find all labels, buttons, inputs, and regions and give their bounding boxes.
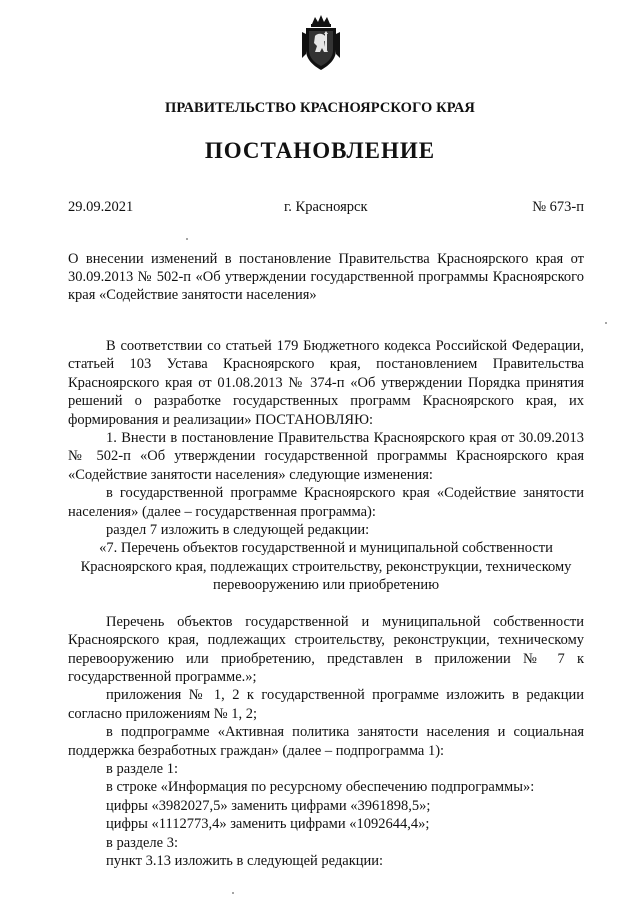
scan-speck (186, 238, 188, 240)
government-title: ПРАВИТЕЛЬСТВО КРАСНОЯРСКОГО КРАЯ (164, 100, 475, 116)
document-meta-row (68, 199, 584, 219)
section-heading: «7. Перечень объектов государственной и муниципальной собственности Красноярского края, подлежащих строительству, реконструкции, техническому перевооружению или приобретению (80, 540, 572, 594)
body-paragraph: приложения № 1, 2 к государственной программе изложить в редакции согласно приложениям № 1, 2; (68, 687, 584, 722)
body-paragraph: в строке «Информация по ресурсному обеспечению подпрограммы»: (106, 779, 535, 796)
document-city: г. Красноярск (284, 199, 368, 215)
body-paragraph: в государственной программе Красноярского края «Содействие занятости населения» (далее – государственная программа): (68, 485, 584, 520)
scan-speck (232, 892, 234, 894)
document-type-heading: ПОСТАНОВЛЕНИЕ (204, 138, 436, 163)
body-paragraph: раздел 7 изложить в следующей редакции: (106, 522, 370, 539)
coat-of-arms-emblem (298, 14, 344, 72)
body-paragraph: в разделе 1: (106, 760, 179, 777)
body-paragraph: 1. Внести в постановление Правительства Красноярского края от 30.09.2013 № 502-п «Об утверждении государственной программы Красноярского края «Содействие занятости населения» следующие изменения: (68, 430, 584, 483)
document-number: № 673-п (532, 199, 584, 215)
document-date: 29.09.2021 (68, 199, 134, 215)
body-paragraph: в разделе 3: (106, 834, 179, 851)
body-paragraph: Перечень объектов государственной и муниципальной собственности Красноярского края, подлежащих строительству, реконструкции, техническому перевооружению или приобретению, представлен в приложении № 7 к государственной программе.»; (68, 613, 584, 685)
body-paragraph: цифры «1112773,4» заменить цифрами «1092644,4»; (106, 816, 430, 833)
body-paragraph: цифры «3982027,5» заменить цифрами «3961898,5»; (106, 797, 431, 814)
body-paragraph: пункт 3.13 изложить в следующей редакции: (106, 852, 384, 869)
body-paragraph: в подпрограмме «Активная политика занятости населения и социальная поддержка безработных граждан» (далее – подпрограмма 1): (68, 724, 584, 759)
document-subject: О внесении изменений в постановление Правительства Красноярского края от 30.09.2013 № 502-п «Об утверждении государственной программы Красноярского края «Содействие занятости населения» (68, 251, 584, 304)
scan-speck (605, 322, 607, 324)
body-paragraph: В соответствии со статьей 179 Бюджетного кодекса Российской Федерации, статьей 103 Устава Красноярского края, постановлением Правительства Красноярского края от 01.08.2013 № 374-п «Об утверждении Порядка принятия решений о разработке государственных программ Красноярского края, их формирования и реализации» ПОСТАНОВЛЯЮ: (68, 338, 584, 428)
document-body (68, 337, 584, 870)
